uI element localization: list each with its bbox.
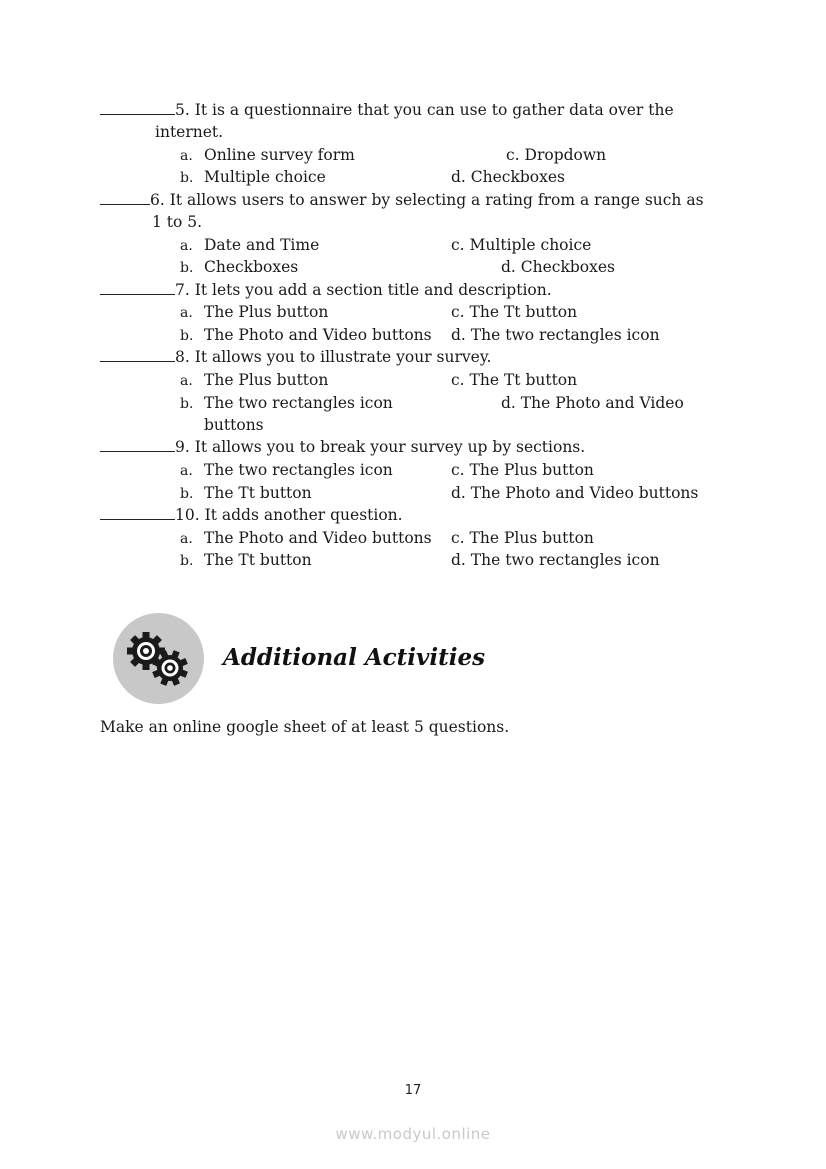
page-number: 17 (404, 1083, 422, 1098)
option-d: d. Checkboxes (501, 258, 615, 276)
option-a: a. Date and Time (180, 236, 320, 254)
option-d-cont: buttons (204, 416, 264, 434)
answer-blank (100, 190, 150, 205)
question-text: It allows you to illustrate your survey. (194, 348, 492, 366)
option-b: b. The Tt button (180, 484, 312, 502)
option-b: b. The Photo and Video buttons (180, 326, 432, 344)
answer-blank (100, 437, 175, 452)
question-6 (100, 190, 704, 210)
option-c: c. The Tt button (451, 303, 578, 321)
question-text: It adds another question. (204, 506, 403, 524)
answer-blank (100, 505, 175, 520)
option-c: c. Dropdown (506, 146, 607, 164)
question-number: 6. (150, 191, 165, 209)
option-a: a. The Plus button (180, 303, 329, 321)
question-7 (100, 280, 552, 300)
option-c: c. The Plus button (451, 529, 594, 547)
option-c: c. The Plus button (451, 461, 594, 479)
question-number: 7. (175, 281, 190, 299)
option-b: b. The two rectangles icon (180, 394, 393, 412)
question-9 (100, 437, 585, 457)
question-number: 9. (175, 438, 190, 456)
option-a: a. Online survey form (180, 146, 355, 164)
activity-instruction: Make an online google sheet of at least 5 questions. (100, 718, 510, 736)
question-text: It allows users to answer by selecting a rating from a range such as (169, 191, 704, 209)
option-a: a. The Plus button (180, 371, 329, 389)
option-a: a. The two rectangles icon (180, 461, 393, 479)
question-text: It is a questionnaire that you can use to gather data over the (194, 101, 674, 119)
question-8 (100, 347, 491, 367)
question-number: 5. (175, 101, 190, 119)
question-text: It allows you to break your survey up by sections. (194, 438, 586, 456)
option-d: d. The two rectangles icon (451, 551, 660, 569)
option-c: c. The Tt button (451, 371, 578, 389)
question-text-cont: 1 to 5. (152, 213, 203, 231)
question-10 (100, 505, 403, 525)
option-d: d. The Photo and Video (501, 394, 684, 412)
section-icon-circle (113, 613, 204, 704)
option-a: a. The Photo and Video buttons (180, 529, 432, 547)
section-title: Additional Activities (223, 644, 486, 671)
answer-blank (100, 280, 175, 295)
option-d: d. Checkboxes (451, 168, 565, 186)
answer-blank (100, 100, 175, 115)
option-b: b. The Tt button (180, 551, 312, 569)
option-c: c. Multiple choice (451, 236, 592, 254)
question-5 (100, 100, 674, 120)
option-d: d. The two rectangles icon (451, 326, 660, 344)
question-text-cont: internet. (155, 123, 224, 141)
option-b: b. Multiple choice (180, 168, 326, 186)
answer-blank (100, 347, 175, 362)
option-d: d. The Photo and Video buttons (451, 484, 699, 502)
question-text: It lets you add a section title and description. (194, 281, 552, 299)
option-b: b. Checkboxes (180, 258, 299, 276)
watermark: www.modyul.online (335, 1125, 491, 1143)
gears-icon (113, 613, 204, 704)
question-number: 10. (175, 506, 200, 524)
question-number: 8. (175, 348, 190, 366)
